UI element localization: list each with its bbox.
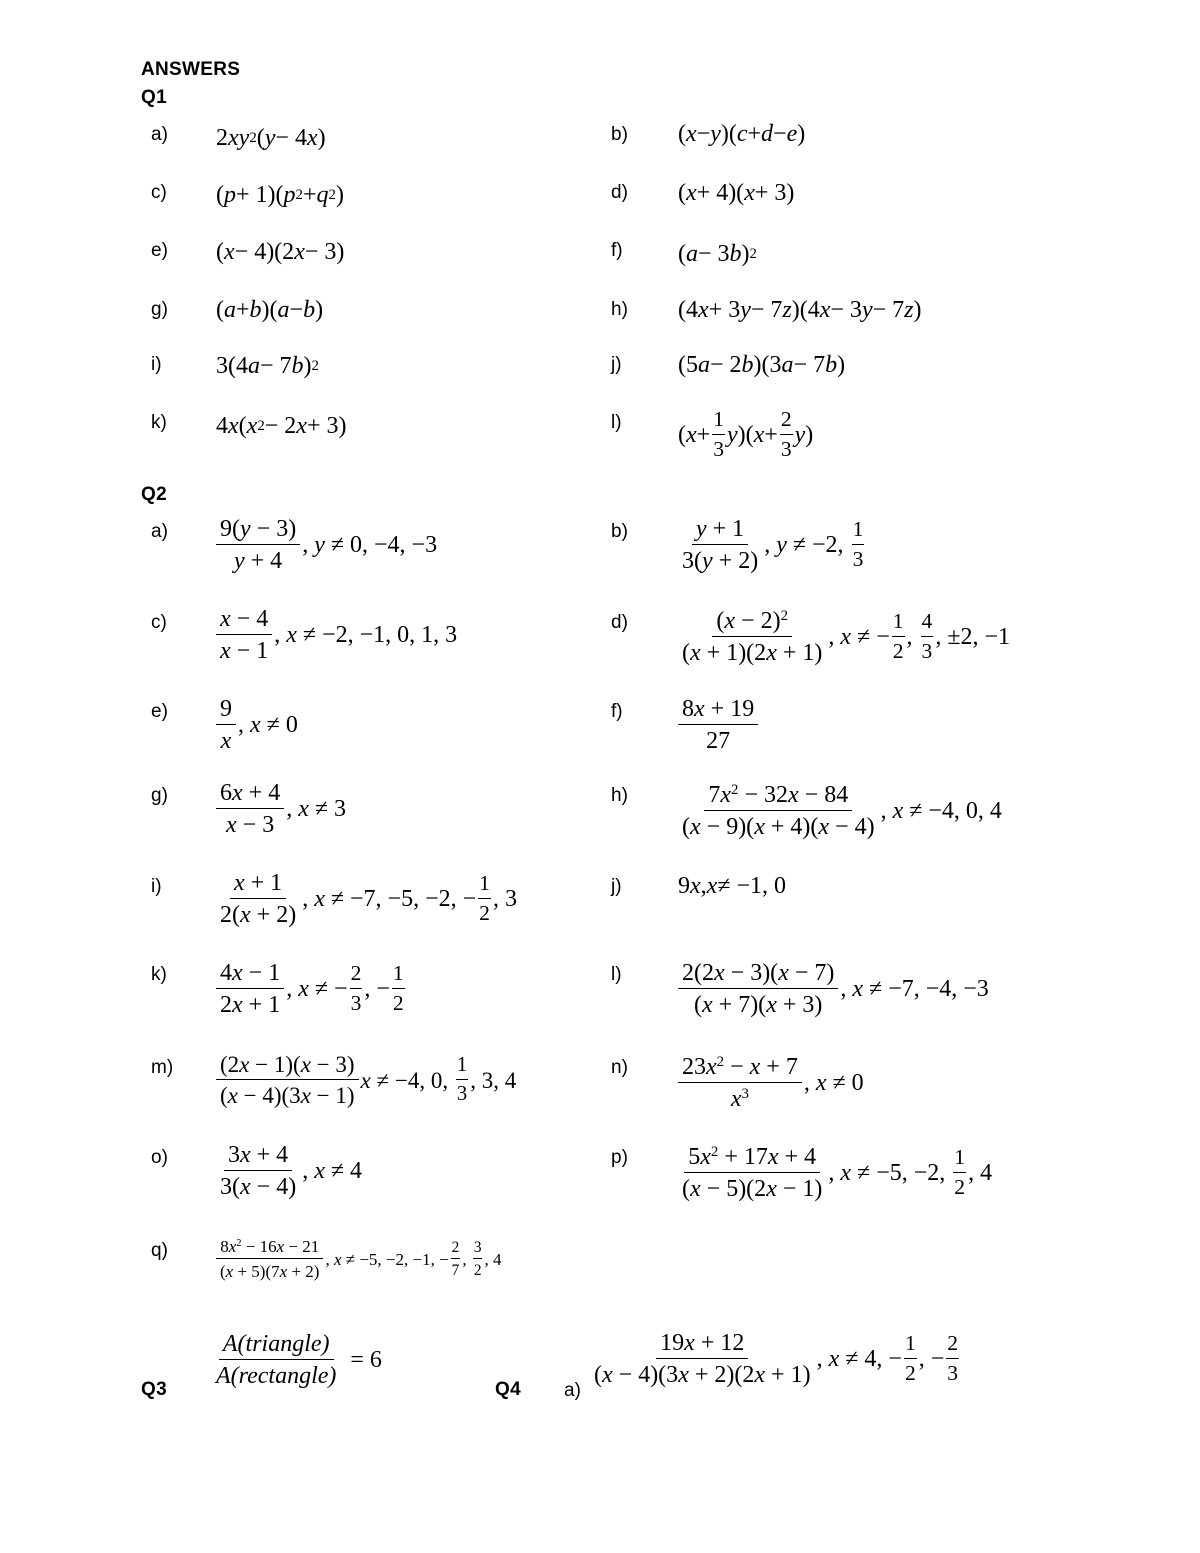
q2-label-e: e)	[151, 701, 168, 722]
q4-answer-a: $\frac{19x + 12}{(x - 4)(3x + 2)(2x + 1)}$ , x ≠ 4, − $\frac{1}{2}$ , − $\frac{2}{3}$	[594, 1330, 959, 1388]
q2-label-q: q)	[151, 1240, 168, 1261]
q2-answer-h: $\frac{7x^2 - 32x - 84}{(x - 9)(x + 4)(x - 4)}$ , x ≠ −4, 0, 4	[682, 781, 1002, 840]
q1-label-g: g)	[151, 299, 168, 320]
q1-label-i: i)	[151, 354, 162, 375]
q2-answer-m: $\frac{(2x - 1)(x - 3)}{(x - 4)(3x - 1)}$ x ≠ −4, 0, $\frac{1}{3}$ , 3, 4	[214, 1053, 516, 1107]
q2-label-g: g)	[151, 785, 168, 806]
q1-label-c: c)	[151, 182, 167, 203]
q1-label-j: j)	[611, 354, 622, 375]
q3-heading: Q3	[141, 1379, 167, 1400]
q2-answer-c: $\frac{x - 4}{x - 1}$ , x ≠ −2, −1, 0, 1, 3	[214, 607, 457, 663]
q1-answer-j: (5 a − 2 b )(3 a − 7 b )	[678, 352, 846, 378]
q2-answer-j: 9 x , x ≠ −1, 0	[678, 873, 787, 899]
q1-label-f: f)	[611, 240, 623, 261]
page-title: ANSWERS	[141, 59, 241, 80]
q2-label-i: i)	[151, 876, 162, 897]
q2-label-n: n)	[611, 1057, 628, 1078]
q2-answer-k: $\frac{4x - 1}{2x + 1}$ , x ≠ − $\frac{2}{3}$ , − $\frac{1}{2}$	[214, 961, 407, 1017]
q2-answer-l: $\frac{2(2x - 3)(x - 7)}{(x + 7)(x + 3)}$ , x ≠ −7, −4, −3	[676, 961, 989, 1017]
q1-label-e: e)	[151, 240, 168, 261]
q2-label-f: f)	[611, 701, 623, 722]
q1-label-k: k)	[151, 412, 167, 433]
q2-answer-n: $\frac{23x^2 - x + 7}{x^3}$ , x ≠ 0	[676, 1055, 864, 1111]
q2-answer-f: $\frac{8x + 19}{27}$	[676, 697, 760, 753]
q2-answer-p: $\frac{5x^2 + 17x + 4}{(x - 5)(2x - 1)}$ , x ≠ −5, −2, $\frac{1}{2}$ , 4	[682, 1143, 993, 1202]
q2-answer-i: $\frac{x + 1}{2(x + 2)}$ , x ≠ −7, −5, −2, − $\frac{1}{2}$ , 3	[220, 870, 517, 928]
q1-answer-a: 2 xy 2 ( y − 4 x )	[216, 125, 326, 151]
q1-answer-g: ( a + b )( a − b )	[216, 297, 324, 323]
q1-label-h: h)	[611, 299, 628, 320]
q1-answer-h: (4 x + 3 y − 7 z )(4 x − 3 y − 7 z )	[678, 297, 922, 323]
q2-answer-b: $\frac{y + 1}{3(y + 2)}$ , y ≠ −2, $\frac{1}{3}$	[682, 516, 864, 574]
q2-answer-q: $\frac{8x^2 - 16x - 21}{(x + 5)(7x + 2)}$ , x ≠ −5, −2, −1, − $\frac{2}{7}$ , $\frac{3}{2}$ , 4	[214, 1238, 501, 1280]
q2-answer-g: $\frac{6x + 4}{x - 3}$ , x ≠ 3	[214, 781, 346, 837]
q1-answer-k: 4 x ( x 2 − 2 x + 3)	[216, 413, 347, 439]
q1-answer-l: ( x + $\frac{1}{3}$ y )( x + $\frac{2}{3}$ y )	[678, 407, 814, 461]
q1-label-l: l)	[611, 412, 622, 433]
q1-label-b: b)	[611, 124, 628, 145]
q1-answer-b: ( x − y )( c + d − e )	[678, 121, 806, 147]
q2-answer-o: $\frac{3x + 4}{3(x - 4)}$ , x ≠ 4	[220, 1142, 363, 1200]
q2-answer-d: $\frac{(x - 2)^2}{(x + 1)(2x + 1)}$ , x ≠ − $\frac{1}{2}$ , $\frac{4}{3}$ , ±2, −1	[682, 607, 1011, 666]
q2-label-m: m)	[151, 1057, 174, 1078]
q2-label-o: o)	[151, 1147, 168, 1168]
q2-label-d: d)	[611, 612, 628, 633]
q2-answer-e: $\frac{9}{x}$ , x ≠ 0	[214, 697, 298, 753]
q1-heading: Q1	[141, 87, 167, 108]
q2-answer-a: $\frac{9(y - 3)}{y + 4}$ , y ≠ 0, −4, −3	[214, 517, 437, 573]
q2-label-h: h)	[611, 785, 628, 806]
q4-heading: Q4	[495, 1379, 521, 1400]
q2-label-p: p)	[611, 1147, 628, 1168]
q1-label-a: a)	[151, 124, 168, 145]
q2-label-l: l)	[611, 964, 622, 985]
q2-label-b: b)	[611, 521, 628, 542]
q2-label-a: a)	[151, 521, 168, 542]
q1-answer-f: ( a − 3 b ) 2	[678, 241, 757, 267]
q2-label-k: k)	[151, 964, 167, 985]
q3-answer: $\frac{\text{A(triangle)}}{\text{A(rectangle)}}$ = 6	[216, 1331, 382, 1389]
q2-label-c: c)	[151, 612, 167, 633]
q1-answer-c: ( p + 1)( p 2 + q 2 )	[216, 182, 344, 208]
q1-answer-e: ( x − 4)(2 x − 3)	[216, 239, 345, 265]
q2-heading: Q2	[141, 484, 167, 505]
q1-answer-i: 3(4 a − 7 b ) 2	[216, 353, 319, 379]
q2-label-j: j)	[611, 876, 622, 897]
q1-answer-d: ( x + 4)( x + 3)	[678, 180, 795, 206]
q4-label-a: a)	[564, 1380, 581, 1401]
q1-label-d: d)	[611, 182, 628, 203]
